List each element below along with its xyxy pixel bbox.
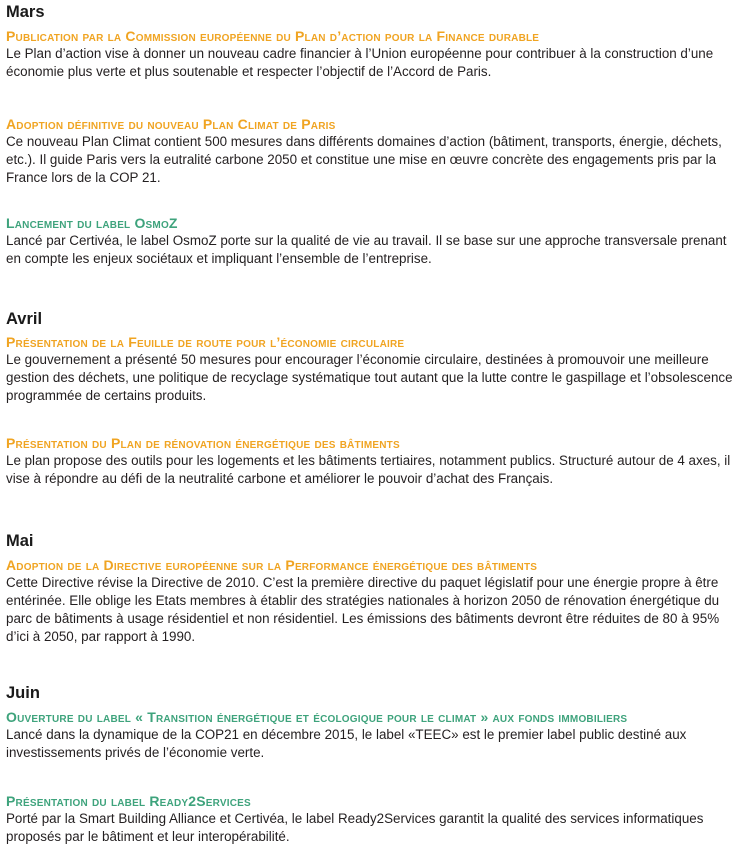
entry-text-finance-durable: Le Plan d’action vise à donner un nouveau cadre financier à l’Union européenne pour contribuer à la construction d’une économie plus verte et plus soutenable et respecter l’objectif de l’Accord de Paris.: [6, 46, 714, 79]
entry-title-plan-climat-paris: Adoption définitive du nouveau Plan Climat de Paris: [6, 116, 336, 132]
month-heading-mars: Mars: [6, 3, 45, 21]
entry-text-plan-climat-paris: Ce nouveau Plan Climat contient 500 mesures dans différents domaines d’action (bâtiment, transports, énergie, déchets, etc.). Il guide Paris vers la eutralité carbone 2050 et constitue une mise en œuvre concrète des engagements pris par la France lors de la COP 21.: [6, 134, 722, 185]
entry-text-ready2services: Porté par la Smart Building Alliance et Certivéa, le label Ready2Services garantit la qualité des services informatiques proposés par le bâtiment et leur interopérabilité.: [6, 811, 704, 844]
entry-title-label-osmoz: Lancement du label OsmoZ: [6, 215, 178, 231]
month-heading-juin: Juin: [6, 684, 40, 702]
entry-title-finance-durable: Publication par la Commission européenne du Plan d’action pour la Finance durable: [6, 28, 540, 44]
entry-title-ready2services: Présentation du label Ready2Services: [6, 793, 251, 809]
entry-text-directive-performance: Cette Directive révise la Directive de 2010. C’est la première directive du paquet législatif pour une énergie propre à être entérinée. Elle oblige les Etats membres à établir des stratégies nationales à horizon 2050 de rénovation énergétique du parc de bâtiments à usage résidentiel et non résidentiel. Les émissions des bâtiments devront être réduites de 80 à 95% d’ici à 2050, par rapport à 1990.: [6, 575, 720, 644]
entry-title-renovation-energetique: Présentation du Plan de rénovation énergétique des bâtiments: [6, 435, 400, 451]
entry-text-economie-circulaire: Le gouvernement a présenté 50 mesures pour encourager l’économie circulaire, destinées à promouvoir une meilleure gestion des déchets, une politique de recyclage systématique tout autant que la lutte contre le gaspillage et l’obsolescence programmée de certains produits.: [6, 352, 733, 403]
entry-text-label-teec: Lancé dans la dynamique de la COP21 en décembre 2015, le label «TEEC» est le premier label public destiné aux investissements privés de l’économie verte.: [6, 727, 687, 760]
entry-title-economie-circulaire: Présentation de la Feuille de route pour l’économie circulaire: [6, 334, 405, 350]
entry-title-directive-performance: Adoption de la Directive européenne sur la Performance énergétique des bâtiments: [6, 557, 538, 573]
entry-text-label-osmoz: Lancé par Certivéa, le label OsmoZ porte sur la qualité de vie au travail. Il se base sur une approche transversale prenant en compte les enjeux sociétaux et impliquant l’ensemble de l’entreprise.: [6, 233, 727, 266]
month-heading-mai: Mai: [6, 532, 34, 550]
entry-title-label-teec: Ouverture du label « Transition énergétique et écologique pour le climat » aux fonds immobiliers: [6, 709, 628, 725]
entry-text-renovation-energetique: Le plan propose des outils pour les logements et les bâtiments tertiaires, notamment publics. Structuré autour de 4 axes, il vise à répondre au défi de la neutralité carbone et améliorer le pouvoir d’achat des Français.: [6, 453, 731, 486]
month-heading-avril: Avril: [6, 310, 43, 328]
